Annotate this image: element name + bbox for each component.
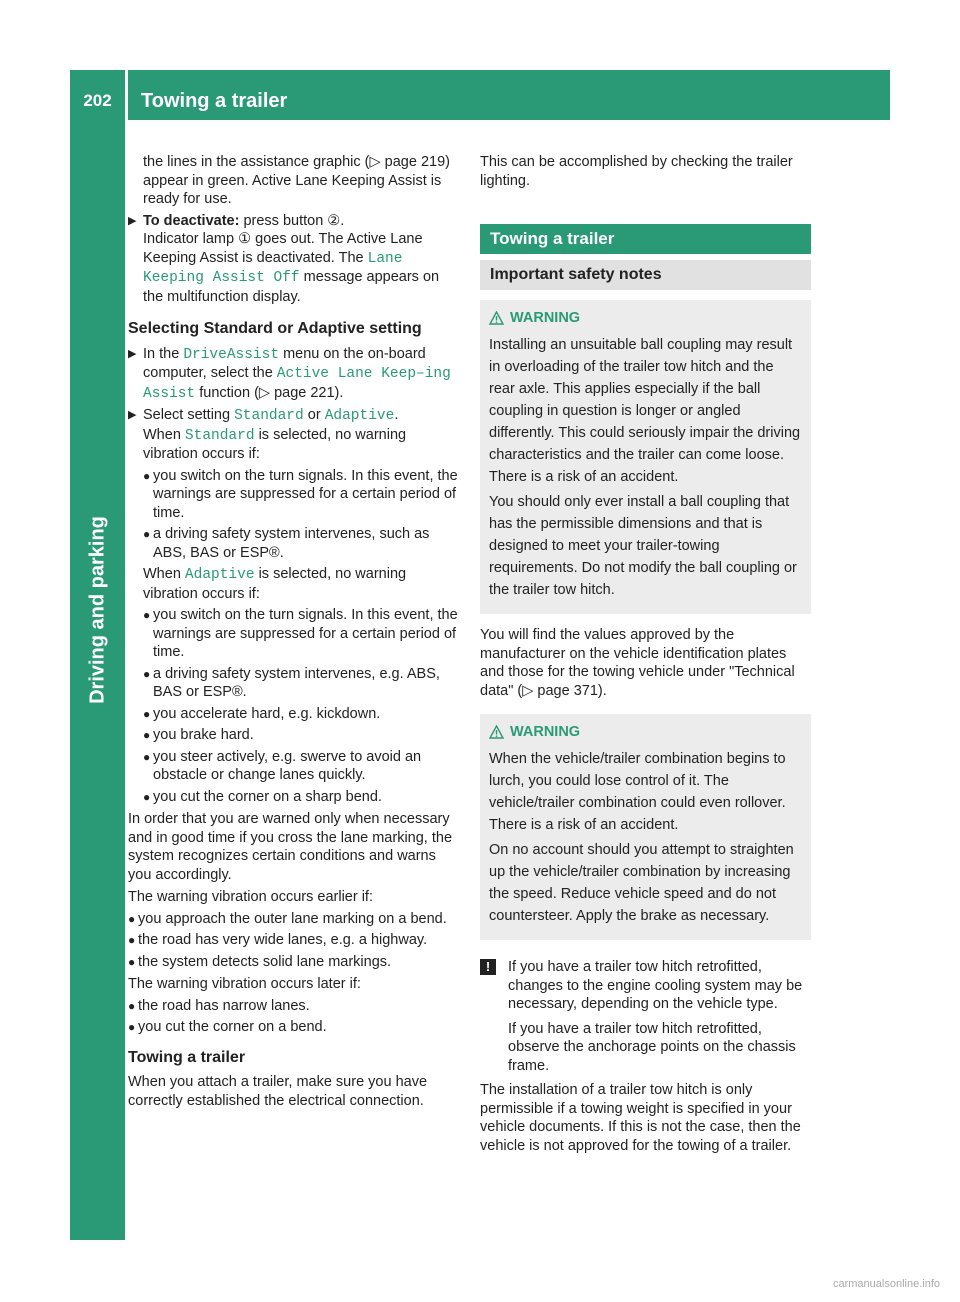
list-item-text: you steer actively, e.g. swerve to avoid an obstacle or change lanes quickly. [153, 748, 422, 783]
warning-label: WARNING [510, 310, 581, 326]
setting-adaptive: Adaptive [324, 408, 395, 424]
header-divider [125, 70, 128, 120]
step-2 [128, 406, 462, 464]
step-arrow-icon: ▶ [128, 214, 137, 227]
right-para2: The installation of a trailer tow hitch is only permissible if a towing weight is specified in your vehicle documents. If this is not the case, then the vehicle is not approved for the towing of a trailer. [480, 1082, 801, 1154]
warning-header [489, 724, 802, 740]
step-1-body [143, 345, 462, 404]
list-item-text: a driving safety system intervenes, e.g. ABS, BAS or ESP®. [153, 665, 440, 700]
notice-block [480, 958, 811, 1075]
list-item-text: you approach the outer lane marking on a bend. [138, 910, 447, 927]
bullet-icon: ● [143, 666, 151, 681]
step-1 [128, 345, 462, 404]
watermark: carmanualsonline.info [832, 1278, 940, 1290]
earlier-bullets [128, 910, 462, 972]
bullet-icon: ● [128, 1020, 136, 1034]
list-item [128, 606, 462, 662]
list-item-text: you switch on the turn signals. In this event, the warnings are suppressed for a certain period of time. [153, 467, 458, 521]
std-rest: is selected, no warning vibration occurs if: [143, 426, 407, 462]
right-column [480, 153, 811, 1155]
list-item [128, 1018, 462, 1037]
bullet-icon: ● [128, 911, 136, 926]
step-1-text-b: menu on the on-board computer, select the [143, 345, 426, 381]
list-item-text: the system detects solid lane markings. [138, 953, 392, 970]
step-arrow-icon: ▶ [128, 347, 137, 360]
deactivate-step [128, 212, 462, 307]
warning-text: Installing an unsuitable ball coupling may result in overloading of the trailer tow hitch and the rear axle. This applies especially if the ball coupling in question is longer or angled differently. This could seriously impair the driving characteristics and the trailer can come loose. There is a risk of an accident. [489, 337, 801, 485]
warning-header [489, 310, 802, 326]
adp-when: When [143, 566, 181, 582]
deactivate-label: To deactivate: [143, 212, 240, 229]
warning-text: On no account should you attempt to straighten up the vehicle/trailer combination by increasing the speed. Reduce vehicle speed and do not countersteer. Apply the brake as necessary. [489, 842, 794, 924]
deactivate-text2: Indicator lamp ① goes out. The Active Lane Keeping Assist is deactivated. The [143, 231, 423, 266]
setting-standard: Standard [234, 408, 304, 424]
later-title: The warning vibration occurs later if: [128, 976, 361, 992]
section-title-setting: Selecting Standard or Adaptive setting [128, 320, 422, 337]
function-lane-keeping: Active Lane Keep–ing Assist [143, 366, 451, 402]
bullet-icon: ● [143, 468, 151, 483]
bullet-icon: ● [143, 728, 151, 742]
list-item [128, 665, 462, 702]
exclamation-icon: ! [480, 959, 496, 975]
adaptive-intro [128, 565, 462, 603]
bullet-icon: ● [143, 789, 151, 804]
warning-box-1 [480, 300, 811, 614]
notice-body [508, 958, 811, 1075]
bullet-icon: ● [143, 749, 151, 764]
list-item [128, 997, 462, 1016]
left-column [128, 153, 462, 1110]
warning-text: When the vehicle/trailer combination begins to lurch, you could lose control of it. The vehicle/trailer combination could even rollover. There is a risk of an accident. [489, 751, 786, 833]
std-name: Standard [184, 427, 255, 444]
bullet-icon: ● [128, 933, 136, 947]
deactivate-text3: message appears on the multifunction display. [143, 269, 440, 305]
towing-title: Towing a trailer [128, 1048, 246, 1066]
page-title: Towing a trailer [141, 90, 288, 112]
list-item-text: you cut the corner on a bend. [138, 1019, 327, 1035]
list-item [128, 705, 462, 724]
deactivate-body [143, 212, 462, 307]
section-heading: Towing a trailer [480, 224, 811, 254]
deactivate-text1: press button ②. [243, 212, 345, 229]
notice-text: If you have a trailer tow hitch retrofitted, changes to the engine cooling system may be necessary, depending on the vehicle type. [508, 959, 803, 1012]
step-2-text-a: Select setting [143, 407, 231, 423]
list-item [128, 748, 462, 785]
list-item [128, 525, 462, 562]
adp-name: Adaptive [184, 567, 255, 583]
step-1-text-c: function (▷ page 221). [199, 384, 344, 401]
sidebar-label: Driving and parking [86, 516, 108, 704]
right-intro: This can be accomplished by checking the trailer lighting. [480, 154, 793, 189]
list-item-text: you switch on the turn signals. In this event, the warnings are suppressed for a certain period of time. [153, 607, 458, 660]
paragraph-warning-logic: In order that you are warned only when necessary and in good time if you cross the lane marking, the system recognizes certain conditions and warns you accordingly. [128, 811, 453, 883]
list-item-text: you brake hard. [153, 727, 254, 743]
menu-driveassist: DriveAssist [183, 346, 280, 363]
list-item-text: you cut the corner on a sharp bend. [153, 788, 382, 805]
adp-bullets [128, 606, 462, 806]
list-item [128, 931, 462, 950]
std-bullets [128, 467, 462, 563]
bullet-icon: ● [128, 998, 136, 1013]
adp-rest: is selected, no warning vibration occurs if: [143, 566, 407, 602]
step-1-text-a: In the [143, 345, 180, 362]
warning-box-2 [480, 714, 811, 940]
step-2-body: Select setting Standard or Adaptive. When Standard is selected, no warning vibration occurs if: [143, 407, 407, 462]
list-item [128, 910, 462, 929]
sidebar-label-wrap [70, 430, 125, 790]
list-item [128, 788, 462, 807]
bullet-icon: ● [128, 954, 136, 969]
bullet-icon: ● [143, 527, 151, 541]
bullet-icon: ● [143, 706, 151, 721]
warning-text: You should only ever install a ball coupling that has the permissible dimensions and that is designed to meet your trailer-towing requirements. Do not modify the ball coupling or the trailer tow hitch. [489, 494, 797, 598]
earlier-title: The warning vibration occurs earlier if: [128, 889, 373, 905]
list-item [128, 726, 462, 745]
list-item [128, 467, 462, 523]
page-number: 202 [83, 91, 112, 110]
list-item-text: a driving safety system intervenes, such as ABS, BAS or ESP®. [153, 526, 430, 561]
towing-text: When you attach a trailer, make sure you have correctly established the electrical connection. [128, 1074, 428, 1109]
deactivate-message: Lane Keeping Assist Off [143, 250, 403, 286]
notice-text: If you have a trailer tow hitch retrofitted, observe the anchorage points on the chassis frame. [508, 1020, 796, 1074]
list-item-text: the road has very wide lanes, e.g. a highway. [138, 932, 428, 948]
list-item [128, 953, 462, 972]
warning-label: WARNING [510, 724, 581, 740]
subsection-heading: Important safety notes [480, 260, 811, 290]
right-para1: You will find the values approved by the manufacturer on the vehicle identification plates and those for the towing vehicle under "Technical data" (▷ page 371). [480, 627, 795, 699]
warning-triangle-icon [489, 311, 504, 325]
list-item-text: the road has narrow lanes. [138, 997, 310, 1014]
bullet-icon: ● [143, 608, 151, 622]
later-bullets [128, 997, 462, 1037]
list-item-text: you accelerate hard, e.g. kickdown. [153, 705, 381, 722]
step-arrow-icon: ▶ [128, 409, 137, 421]
warning-triangle-icon [489, 725, 504, 739]
step-2-or: or [307, 407, 321, 423]
intro-text: the lines in the assistance graphic (▷ page 219) appear in green. Active Lane Keeping Assist is ready for use. [143, 154, 450, 207]
std-when: When [143, 426, 181, 443]
